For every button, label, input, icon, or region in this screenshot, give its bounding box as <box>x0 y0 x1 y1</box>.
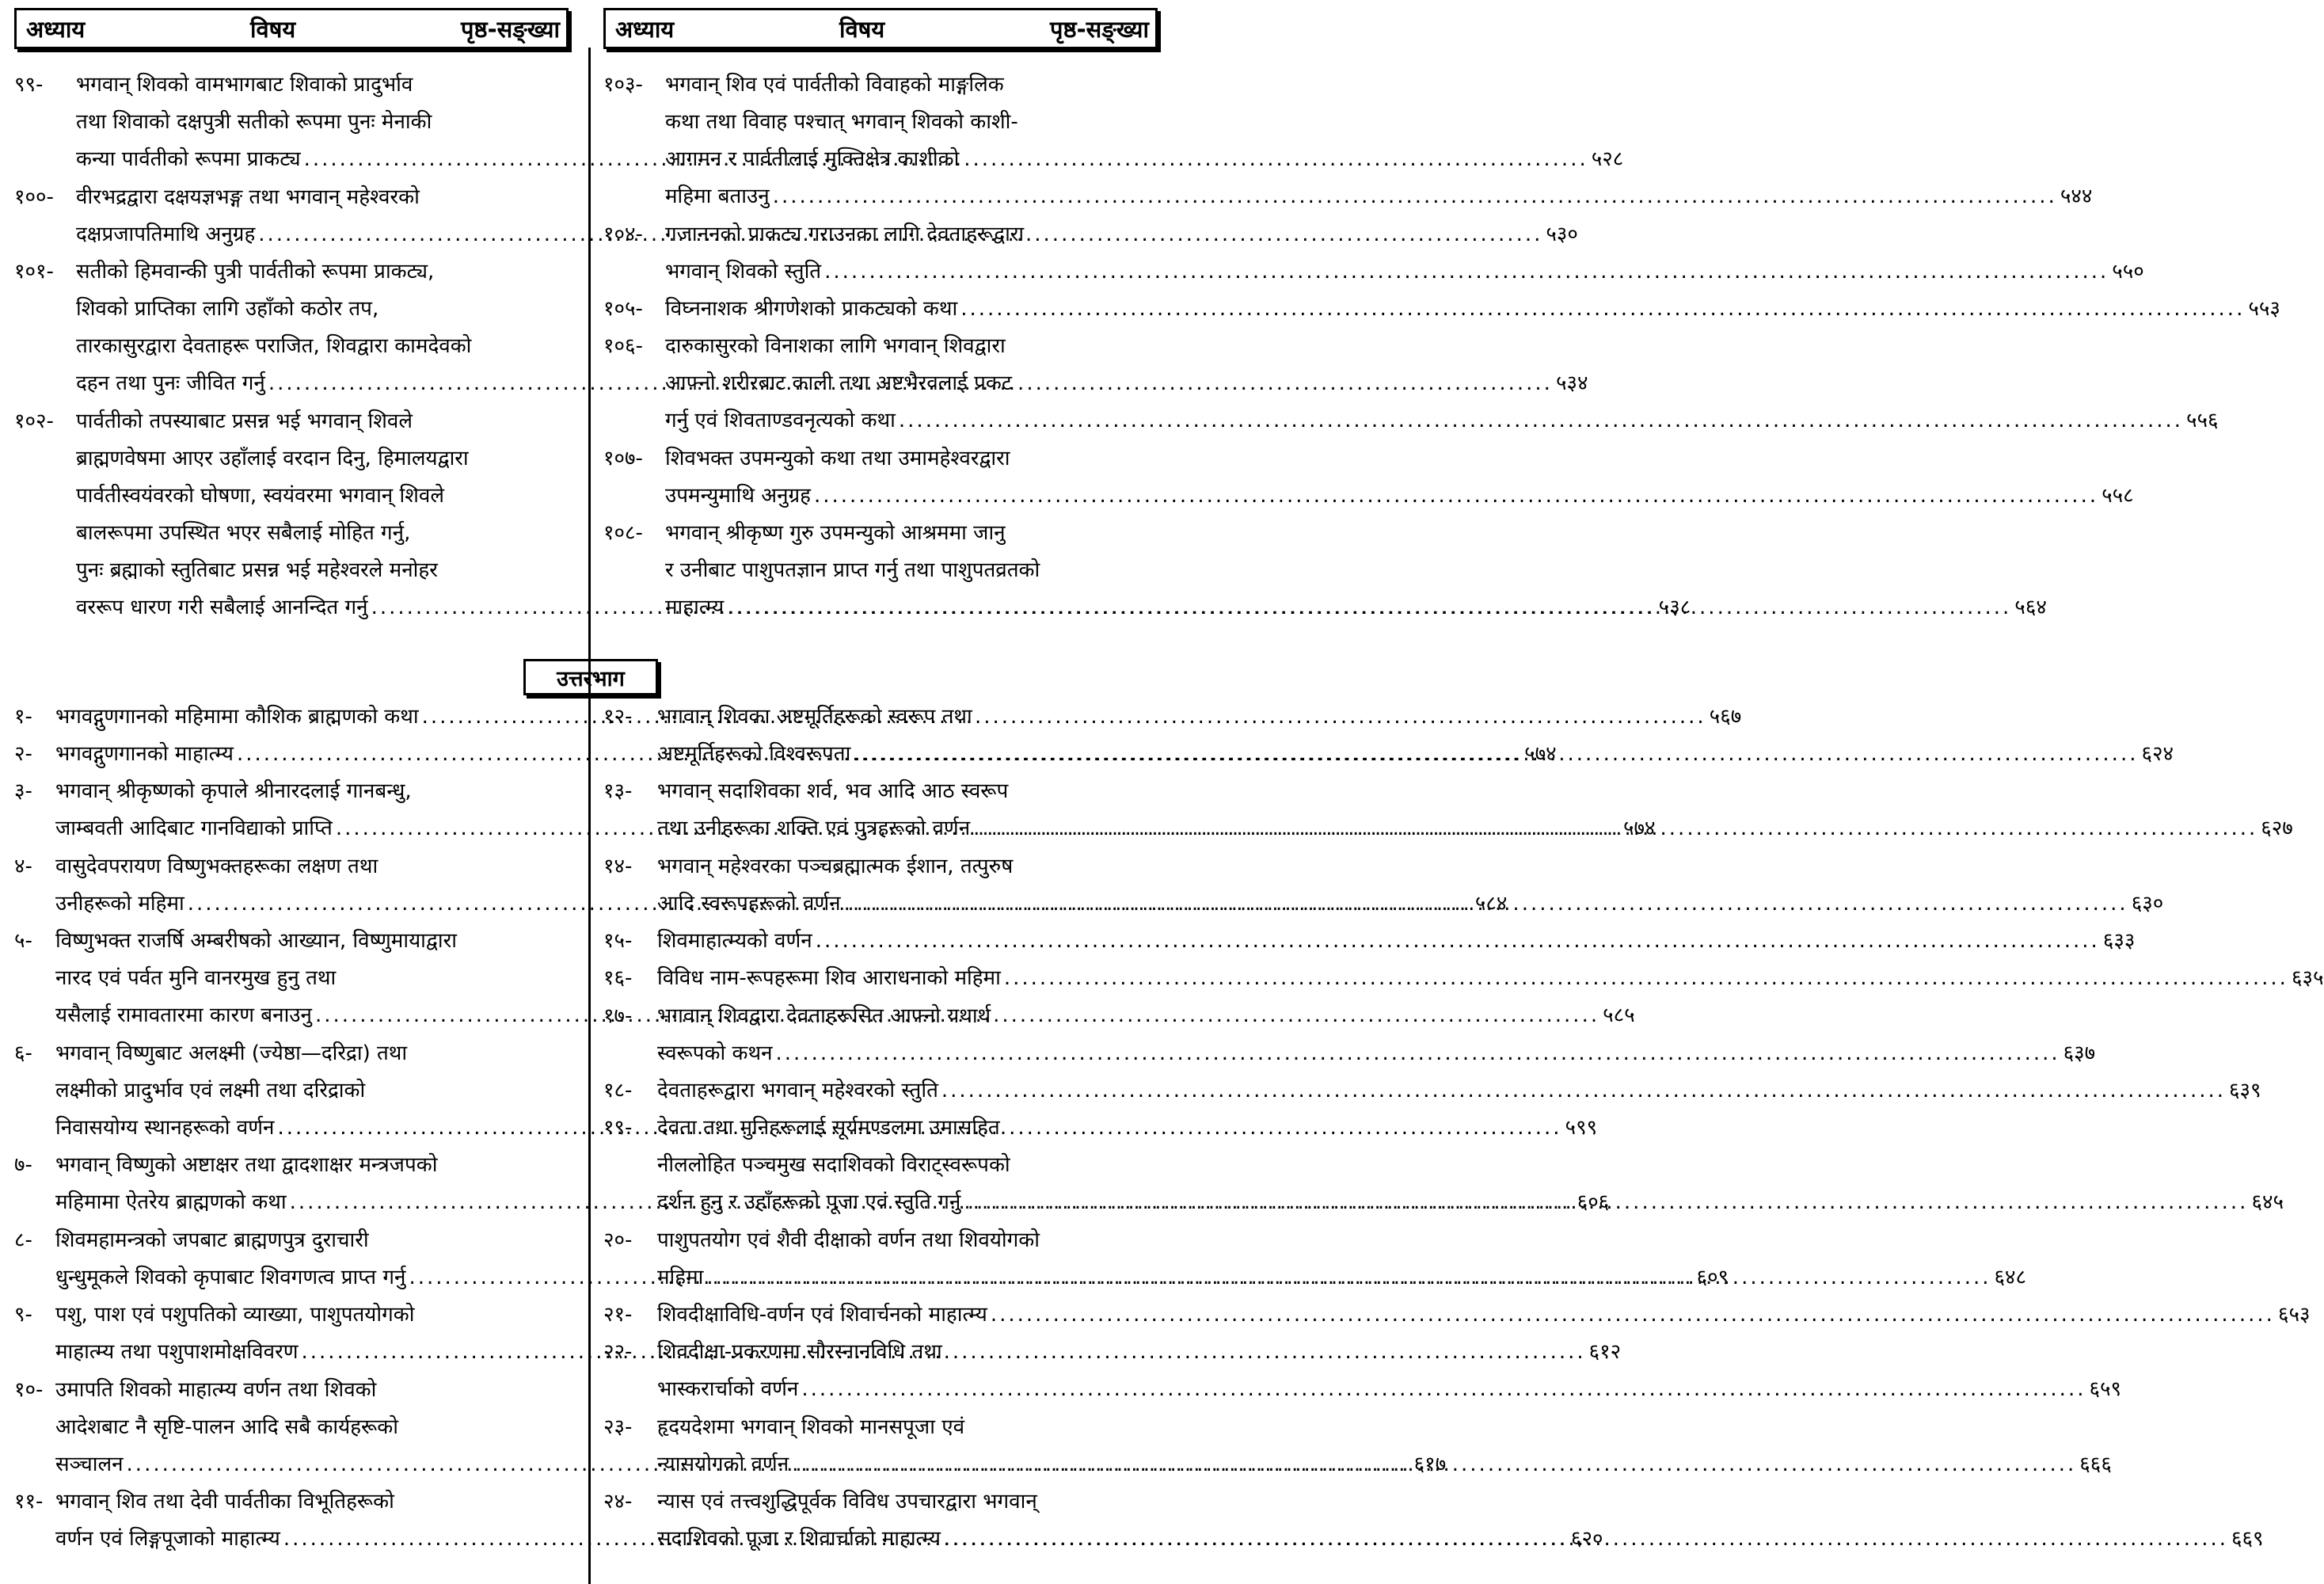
entry-title-line: आफ्नो शरीरबाट काली तथा अष्टभैरवलाई प्रकट <box>665 371 1012 396</box>
entry-title-line: भगवद्गुणगानको महिमामा कौशिक ब्राह्मणको कथा <box>55 705 419 729</box>
entry-title-line: भगवद्गुणगानको माहात्म्य <box>55 742 234 767</box>
entry-last-line <box>603 1297 2311 1334</box>
entry-title-line: कन्या पार्वतीको रूपमा प्राकट्य <box>76 147 301 171</box>
chapter-number: १०५- <box>603 297 643 322</box>
dot-leader <box>941 1079 2226 1102</box>
entry-title-line: यसैलाई रामावतारमा कारण बनाउनु <box>55 1003 312 1028</box>
entry-title-line: न्यासयोगको वर्णन <box>657 1452 789 1476</box>
entry-title-line: आदेशबाट नै सृष्टि-पालन आदि सबै कार्यहरूको <box>55 1415 398 1439</box>
left-column <box>14 0 584 49</box>
page-number: ५४४ <box>2060 185 2093 208</box>
entry-title-line: स्वरूपको कथन <box>657 1041 773 1065</box>
dot-leader <box>991 1303 2275 1327</box>
entry-title-line: तारकासुरद्वारा देवताहरू पराजित, शिवद्वारा कामदेवको <box>76 334 472 358</box>
chapter-number: १०७- <box>603 447 643 470</box>
entry-title-line: भगवान् शिव तथा देवी पार्वतीका विभूतिहरूको <box>55 1490 394 1514</box>
entry-title-line: शिवको प्राप्तिका लागि उहाँको कठोर तप, <box>76 297 379 321</box>
page-number: ६१७ <box>1413 1452 1447 1476</box>
entry-title-line: र उनीबाट पाशुपतज्ञान प्राप्त गर्नु तथा पाशुपतव्रतको <box>665 558 1040 583</box>
entry-title-line: देवताहरूद्वारा भगवान् महेश्वरको स्तुति <box>657 1079 938 1102</box>
entry-last-line <box>603 960 2324 997</box>
chapter-number: १००- <box>14 185 54 209</box>
chapter-number: ४- <box>14 854 32 878</box>
chapter-number: ९- <box>14 1303 32 1327</box>
entry-title-line: नीललोहित पञ्चमुख सदाशिवको विराट्स्वरूपको <box>657 1153 1010 1178</box>
page-number: ५७४ <box>1524 742 1557 767</box>
page-number: ६२० <box>1570 1527 1603 1552</box>
entry-title-line: विष्णुभक्त राजर्षि अम्बरीषको आख्यान, विष्णुमायाद्वारा <box>55 929 457 954</box>
entry-title-line: सदाशिवको पूजा र शिवार्चाको माहात्म्य <box>657 1527 941 1552</box>
toc-entry <box>603 960 2324 997</box>
entry-last-line <box>603 1035 2096 1072</box>
chapter-number: १३- <box>603 779 633 804</box>
dot-leader <box>964 1190 2248 1214</box>
entry-last-line <box>603 923 2136 960</box>
page-number: ६३० <box>2131 891 2164 916</box>
page-number: ६६६ <box>2079 1452 2112 1476</box>
header-subject: विषय <box>250 15 296 43</box>
dot-leader <box>1004 966 2288 990</box>
toc-entry <box>603 291 2280 328</box>
entry-title-line: धुन्धुमूकले शिवको कृपाबाट शिवगणत्व प्राप्त गर्नु <box>55 1265 406 1289</box>
entry-last-line <box>603 402 2219 440</box>
chapter-number: १०६- <box>603 334 643 359</box>
entry-title-line: वीरभद्रद्वारा दक्षयज्ञभङ्ग तथा भगवान् महेश्वरको <box>76 185 420 209</box>
page-number: ६०९ <box>1696 1265 1729 1289</box>
entry-title-line: गजाननको प्राकट्य गराउनका लागि देवताहरूद्वारा <box>665 222 1025 246</box>
entry-title-line: महिमा बताउनु <box>665 185 770 208</box>
entry-title-line: विघ्ननाशक श्रीगणेशको प्राकट्यको कथा <box>665 297 958 322</box>
page-number: ५५८ <box>2101 484 2134 508</box>
entry-title-line: दर्शन हुनु र उहाँहरूको पूजा एवं स्तुति गर्नु <box>657 1190 961 1215</box>
entry-title-line: भगवान् शिवको वामभागबाट शिवाको प्रादुर्भाव <box>76 73 413 97</box>
page-number: ६४८ <box>1994 1265 2027 1289</box>
page-number: ५८५ <box>1603 1003 1635 1028</box>
right-column <box>603 0 1173 49</box>
entry-title-line: भगवान् श्रीकृष्ण गुरु उपमन्युको आश्रममा जानु <box>665 521 1006 546</box>
chapter-number: २- <box>14 742 32 767</box>
chapter-number: २१- <box>603 1303 633 1327</box>
entry-title-line: अष्टमूर्तिहरूको विश्वरूपता <box>657 742 851 766</box>
dot-leader <box>899 409 2183 432</box>
entry-title-line: कथा तथा विवाह पश्चात् भगवान् शिवको काशी- <box>665 110 1018 134</box>
chapter-number: ११- <box>14 1490 44 1514</box>
toc-entry <box>603 440 2134 515</box>
header-chapter: अध्याय <box>615 15 675 43</box>
page-number: ५३८ <box>1658 595 1691 619</box>
page-number: ६०६ <box>1577 1190 1610 1215</box>
entry-title-line: निवासयोग्य स्थानहरूको वर्णन <box>55 1115 275 1140</box>
page-number: ६५३ <box>2277 1303 2311 1327</box>
entry-last-line <box>603 1371 2122 1408</box>
entry-title-line: भगवान् श्रीकृष्णको कृपाले श्रीनारदलाई गानबन्धु, <box>55 779 412 804</box>
chapter-number: १२- <box>603 705 633 729</box>
header-subject: विषय <box>839 15 885 43</box>
toc-entry <box>603 1297 2311 1334</box>
page-number: ६३५ <box>2291 966 2324 991</box>
dot-leader <box>944 1527 2228 1551</box>
entry-title-line: भास्करार्चाको वर्णन <box>657 1377 799 1402</box>
chapter-number: १०४- <box>603 222 643 246</box>
entry-title-line: महिमा <box>657 1265 704 1289</box>
header-page-number: पृष्ठ-सङ्ख्या <box>461 15 560 43</box>
entry-title-line: जाम्बवती आदिबाट गानविद्याको प्राप्ति <box>55 817 333 841</box>
entry-title-line: माहात्म्य तथा पशुपाशमोक्षविवरण <box>55 1340 299 1365</box>
entry-title-line: सतीको हिमवान्की पुत्री पार्वतीको रूपमा प्राकट्य, <box>76 260 435 284</box>
entry-title-line: बालरूपमा उपस्थित भएर सबैलाई मोहित गर्नु, <box>76 520 411 545</box>
entry-title-line: माहात्म्य <box>665 596 725 620</box>
toc-entry <box>603 923 2136 960</box>
chapter-number: १८- <box>603 1079 633 1102</box>
page-number: ६४५ <box>2251 1190 2284 1215</box>
entry-title-line: भगवान् शिवद्वारा देवताहरूसित आफ्नो यथार्थ <box>657 1003 991 1028</box>
chapter-number: १४- <box>603 854 633 878</box>
chapter-number: २२- <box>603 1340 633 1365</box>
entry-title-line: शिवमहामन्त्रको जपबाट ब्राह्मणपुत्र दुराचारी <box>55 1228 369 1252</box>
entry-title-line: उनीहरूको महिमा <box>55 891 184 916</box>
chapter-number: १०८- <box>603 521 643 546</box>
entry-title-line: नारद एवं पर्वत मुनि वानरमुख हुनु तथा <box>55 966 337 991</box>
entry-title-line: विविध नाम-रूपहरूमा शिव आराधनाको महिमा <box>657 966 1001 991</box>
page-number: ५३० <box>1546 222 1578 246</box>
dot-leader <box>801 1377 2086 1401</box>
table-header-left <box>14 8 569 49</box>
dot-leader <box>844 892 2128 916</box>
chapter-number: २०- <box>603 1228 633 1252</box>
page-number: ६३३ <box>2102 929 2136 954</box>
dot-leader <box>816 929 2100 953</box>
page-number: ५८४ <box>1474 891 1508 916</box>
entry-title-line: दारुकासुरको विनाशका लागि भगवान् शिवद्वारा <box>665 334 1006 359</box>
page-number: ६६९ <box>2231 1527 2264 1552</box>
dot-leader <box>706 1266 1991 1289</box>
entry-title-line: सञ्चालन <box>55 1452 124 1476</box>
chapter-number: २३- <box>603 1415 633 1439</box>
page-number: ५५६ <box>2186 409 2219 433</box>
entry-title-line: उमापति शिवको माहात्म्य वर्णन तथा शिवको <box>55 1377 377 1402</box>
page-number: ६३७ <box>2063 1041 2096 1065</box>
entry-title-line: तथा शिवाको दक्षपुत्री सतीको रूपमा पुनः मेनाकी <box>76 110 432 134</box>
chapter-number: ३- <box>14 779 32 804</box>
entry-last-line <box>603 253 2144 291</box>
chapter-number: १०३- <box>603 73 643 97</box>
page-number: ५९९ <box>1565 1115 1598 1140</box>
entry-title-line: भगवान् शिव एवं पार्वतीको विवाहको माङ्गलिक <box>665 73 1004 97</box>
chapter-number: १९- <box>603 1116 633 1140</box>
header-chapter: अध्याय <box>26 15 86 43</box>
page-number: ५६४ <box>2014 596 2047 620</box>
entry-title-line: वासुदेवपरायण विष्णुभक्तहरूका लक्षण तथा <box>55 854 378 878</box>
entry-title-line: पुनः ब्रह्माको स्तुतिबाट प्रसन्न भई महेश्वरले मनोहर <box>76 558 438 582</box>
entry-title-line: शिवभक्त उपमन्युको कथा तथा उमामहेश्वरद्वारा <box>665 447 1010 470</box>
chapter-number: ५- <box>14 929 32 954</box>
dot-leader <box>854 742 2138 766</box>
page-number: ६३९ <box>2229 1079 2261 1102</box>
entry-title-line: वर्णन एवं लिङ्गपूजाको माहात्म्य <box>55 1527 280 1552</box>
page-number: ५७४ <box>1622 817 1656 841</box>
chapter-number: १०- <box>14 1377 44 1402</box>
page-number: ६२७ <box>2261 817 2293 841</box>
chapter-number: १०१- <box>14 260 54 284</box>
chapter-number: ७- <box>14 1153 32 1178</box>
entry-title-line: भगवान् शिवको स्तुति <box>665 259 822 284</box>
toc-entry <box>603 1072 2261 1110</box>
entry-title-line: ब्राह्मणवेषमा आएर उहाँलाई वरदान दिनु, हिमालयद्वारा <box>76 446 469 470</box>
header-page-number: पृष्ठ-सङ्ख्या <box>1050 15 1149 43</box>
dot-leader <box>960 297 2245 321</box>
page-number: ५३४ <box>1555 371 1588 395</box>
chapter-number: ८- <box>14 1228 32 1252</box>
page-number: ६५९ <box>2089 1377 2122 1402</box>
chapter-number: ६- <box>14 1041 32 1065</box>
entry-title-line: वररूप धारण गरी सबैलाई आनन्दित गर्नु <box>76 595 368 619</box>
page-number: ५५० <box>2112 259 2144 284</box>
chapter-number: २४- <box>603 1490 633 1514</box>
entry-title-line: भगवान् विष्णुको अष्टाक्षर तथा द्वादशाक्षर मन्त्रजपको <box>55 1153 438 1178</box>
entry-title-line: शिवमाहात्म्यको वर्णन <box>657 929 812 954</box>
dot-leader <box>727 596 2011 619</box>
entry-title-line: महिमामा ऐतरेय ब्राह्मणको कथा <box>55 1190 287 1215</box>
entry-title-line: पार्वतीस्वयंवरको घोषणा, स्वयंवरमा भगवान् शिवले <box>76 483 444 508</box>
chapter-number: १०२- <box>14 409 54 433</box>
entry-title-line: न्यास एवं तत्त्वशुद्धिपूर्वक विविध उपचारद्वारा भगवान् <box>657 1490 1037 1514</box>
dot-leader <box>776 1041 2060 1065</box>
entry-last-line <box>603 1072 2261 1110</box>
dot-leader <box>792 1453 2076 1476</box>
entry-title-line: भगवान् महेश्वरका पञ्चब्रह्मात्मक ईशान, तत्पुरुष <box>657 854 1014 878</box>
entry-title-line: पाशुपतयोग एवं शैवी दीक्षाको वर्णन तथा शिवयोगको <box>657 1228 1040 1252</box>
entry-title-line: दक्षप्रजापतिमाथि अनुग्रह <box>76 222 256 246</box>
page-number: ५२८ <box>1591 147 1624 171</box>
entry-last-line <box>603 178 2093 215</box>
entry-title-line: तथा उनीहरूका शक्ति एवं पुत्रहरूको वर्णन <box>657 817 971 841</box>
chapter-number: ९९- <box>14 73 44 97</box>
entry-title-line: हृदयदेशमा भगवान् शिवको मानसपूजा एवं <box>657 1415 965 1439</box>
entry-title-line: पशु, पाश एवं पशुपतिको व्याख्या, पाशुपतयोगको <box>55 1303 415 1327</box>
entry-title-line: लक्ष्मीको प्रादुर्भाव एवं लक्ष्मी तथा दरिद्राको <box>55 1078 366 1102</box>
chapter-number: १- <box>14 705 32 729</box>
entry-title-line: पार्वतीको तपस्याबाट प्रसन्न भई भगवान् शिवले <box>76 409 413 433</box>
entry-title-line: आदि स्वरूपहरूको वर्णन <box>657 891 841 916</box>
entry-title-line: दहन तथा पुनः जीवित गर्नु <box>76 371 265 395</box>
dot-leader <box>773 185 2057 208</box>
entry-title-line: उपमन्युमाथि अनुग्रह <box>665 484 811 508</box>
table-header-right <box>603 8 1158 49</box>
entry-last-line <box>603 291 2280 328</box>
entry-title-line: भगवान् विष्णुबाट अलक्ष्मी (ज्येष्ठा—दरिद्रा) तथा <box>55 1041 408 1065</box>
entry-title-line: भगवान् सदाशिवका शर्व, भव आदि आठ स्वरूप <box>657 779 1009 804</box>
chapter-number: १७- <box>603 1003 633 1028</box>
entry-title-line: आगमन र पार्वतीलाई मुक्तिक्षेत्र काशीको <box>665 147 960 171</box>
page-number: ५६७ <box>1709 705 1742 729</box>
dot-leader <box>973 817 2257 840</box>
dot-leader <box>814 484 2098 508</box>
page-number: ५५३ <box>2248 297 2280 322</box>
chapter-number: १६- <box>603 966 633 991</box>
entry-title-line: गर्नु एवं शिवताण्डवनृत्यको कथा <box>665 409 896 433</box>
dot-leader <box>824 260 2109 284</box>
chapter-number: १५- <box>603 929 633 954</box>
entry-last-line <box>603 478 2134 515</box>
entry-title-line: शिवदीक्षा-प्रकरणमा सौरस्नानविधि तथा <box>657 1340 942 1365</box>
section-title-uttarbhag: उत्तरभाग <box>523 659 658 695</box>
entry-title-line: भगवान् शिवका अष्टमूर्तिहरूको स्वरूप तथा <box>657 705 972 729</box>
page-number: ६१२ <box>1588 1340 1622 1365</box>
entry-title-line: देवता तथा मुनिहरूलाई सूर्यमण्डलमा उमासहित <box>657 1116 1000 1140</box>
entry-title-line: शिवदीक्षाविधि-वर्णन एवं शिवार्चनको माहात्म्य <box>657 1303 987 1327</box>
page-number: ६२४ <box>2141 742 2174 766</box>
